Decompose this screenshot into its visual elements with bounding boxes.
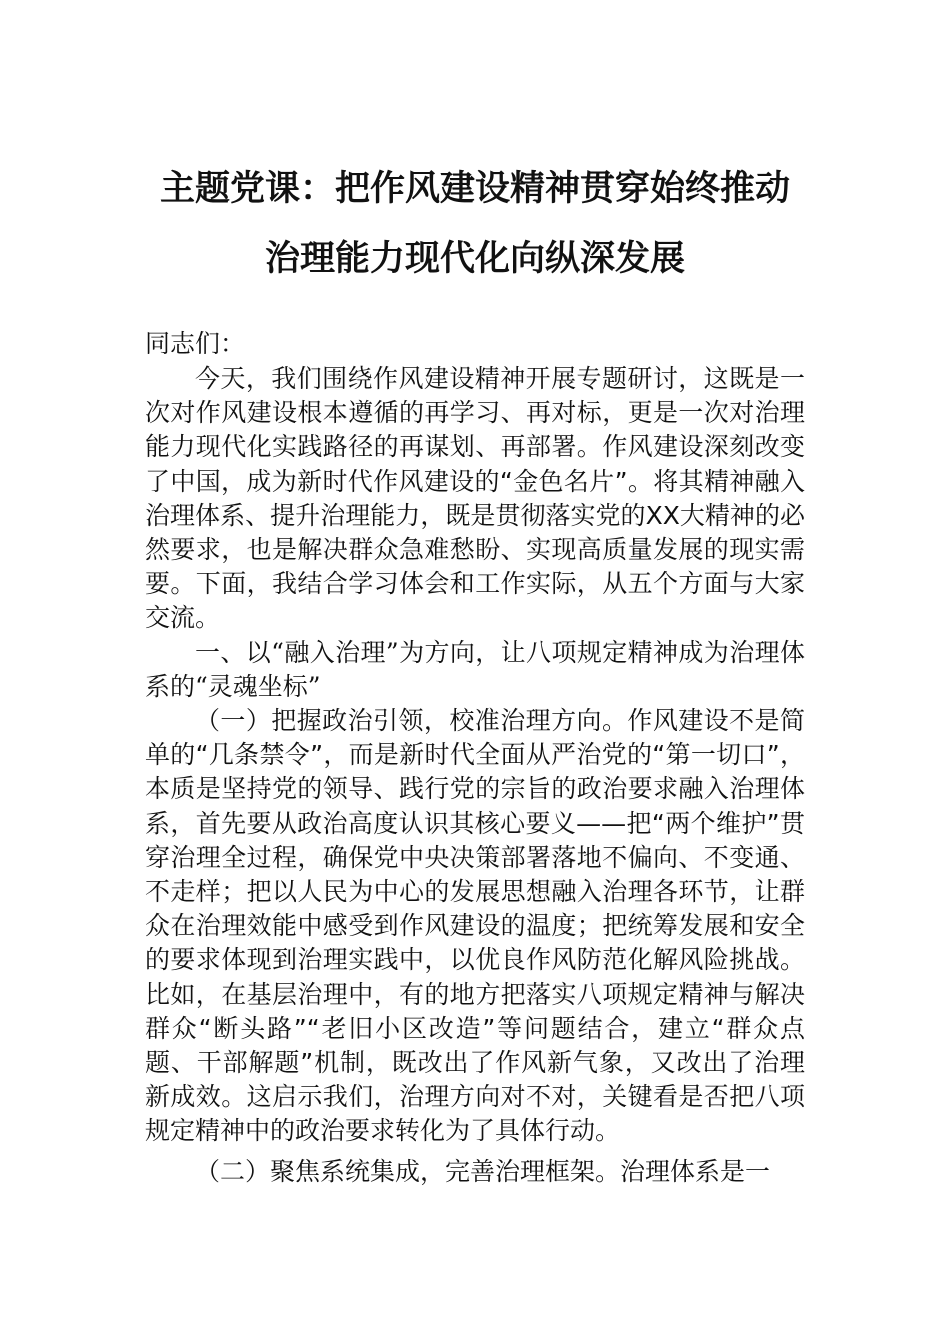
paragraph-subsection-1: （一）把握政治引领，校准治理方向。作风建设不是简单的“几条禁令”，而是新时代全面从严治党的“第一切口”，本质是坚持党的领导、践行党的宗旨的政治要求融入治理体系，首先要从政治高度认识其核心要义——把“两个维护”贯穿治理全过程，确保党中央决策部署落地不偏向、不变通、不走样；把以人民为中心的发展思想融入治理各环节，让群众在治理效能中感受到作风建设的温度；把统筹发展和安全的要求体现到治理实践中，以优良作风防范化解风险挑战。比如，在基层治理中，有的地方把落实八项规定精神与解决群众“断头路”“老旧小区改造”等问题结合，建立“群众点题、干部解题”机制，既改出了作风新气象，又改出了治理新成效。这启示我们，治理方向对不对，关键看是否把八项规定精神中的政治要求转化为了具体行动。 [145,706,805,1146]
document-title-line-2: 治理能力现代化向纵深发展 [264,239,685,279]
body-text [145,362,805,1189]
section-heading-1: 一、以“融入治理”为方向，让八项规定精神成为治理体系的“灵魂坐标” [145,637,805,701]
paragraph-intro: 今天，我们围绕作风建设精神开展专题研讨，这既是一次对作风建设根本遵循的再学习、再对标，更是一次对治理能力现代化实践路径的再谋划、再部署。作风建设深刻改变了中国，成为新时代作风建设的“金色名片”。将其精神融入治理体系、提升治理能力，既是贯彻落实党的XX大精神的必然要求，也是解决群众急难愁盼、实现高质量发展的现实需要。下面，我结合学习体会和工作实际，从五个方面与大家交流。 [145,364,805,633]
document-title-line-1: 主题党课：把作风建设精神贯穿始终推动 [159,169,790,209]
paragraph-subsection-2: （二）聚焦系统集成，完善治理框架。治理体系是一 [195,1156,771,1186]
salutation: 同志们： [145,329,246,358]
